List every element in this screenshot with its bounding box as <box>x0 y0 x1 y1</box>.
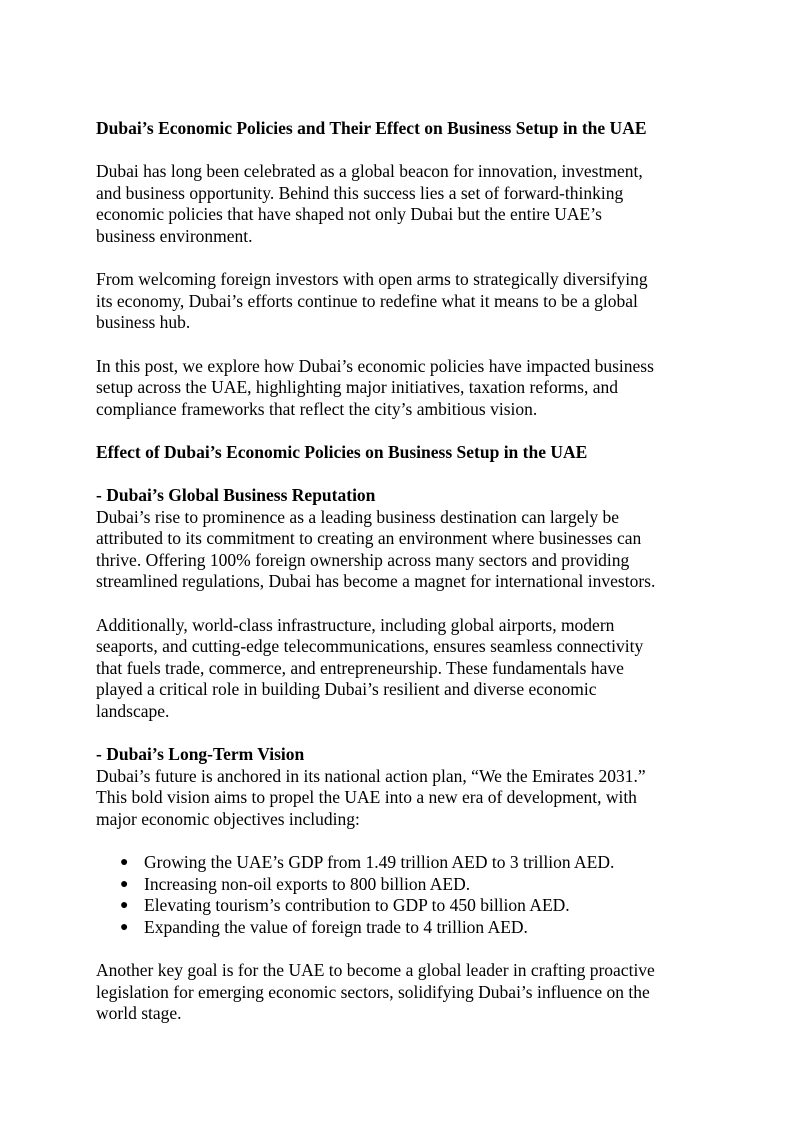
bullet-icon: ● <box>120 919 129 935</box>
text-line: business environment. <box>96 225 253 246</box>
text-line: played a critical role in building Dubai’s resilient and diverse economic <box>96 679 597 700</box>
spacer <box>96 334 716 356</box>
vision-closing-paragraph <box>96 960 716 1025</box>
bullet-icon: ● <box>120 898 129 914</box>
list-item <box>96 895 716 917</box>
subsection-heading-reputation: - Dubai’s Global Business Reputation <box>96 485 376 506</box>
text-line: world stage. <box>96 1003 182 1024</box>
text-line: streamlined regulations, Dubai has become a magnet for international investors. <box>96 571 656 592</box>
document-title: Dubai’s Economic Policies and Their Effect on Business Setup in the UAE <box>96 118 647 138</box>
text-line: attributed to its commitment to creating an environment where businesses can <box>96 528 642 549</box>
spacer <box>96 939 716 961</box>
text-line: In this post, we explore how Dubai’s economic policies have impacted business <box>96 355 654 376</box>
subsection-heading-vision: - Dubai’s Long-Term Vision <box>96 744 305 765</box>
intro-paragraph-2 <box>96 269 716 334</box>
text-line: that fuels trade, commerce, and entrepreneurship. These fundamentals have <box>96 657 624 678</box>
bullet-icon: ● <box>120 855 129 871</box>
text-line: setup across the UAE, highlighting major initiatives, taxation reforms, and <box>96 377 618 398</box>
spacer <box>96 464 716 486</box>
spacer <box>96 248 716 270</box>
list-item <box>96 917 716 939</box>
document-page <box>96 118 716 1025</box>
text-line: and business opportunity. Behind this success lies a set of forward-thinking <box>96 182 624 203</box>
text-line: thrive. Offering 100% foreign ownership across many sectors and providing <box>96 549 630 570</box>
objectives-list <box>96 852 716 938</box>
reputation-paragraph-1 <box>96 507 716 593</box>
text-line: From welcoming foreign investors with open arms to strategically diversifying <box>96 269 648 290</box>
list-item <box>96 852 716 874</box>
text-line: compliance frameworks that reflect the city’s ambitious vision. <box>96 398 538 419</box>
text-line: legislation for emerging economic sectors, solidifying Dubai’s influence on the <box>96 981 650 1002</box>
list-item-text: Elevating tourism’s contribution to GDP to 450 billion AED. <box>144 895 570 916</box>
text-line: landscape. <box>96 701 170 722</box>
text-line: Another key goal is for the UAE to become a global leader in crafting proactive <box>96 960 655 981</box>
list-item-text: Increasing non-oil exports to 800 billion AED. <box>144 873 471 894</box>
text-line: seaports, and cutting-edge telecommunications, ensures seamless connectivity <box>96 636 644 657</box>
intro-paragraph-1 <box>96 161 716 247</box>
spacer <box>96 593 716 615</box>
spacer <box>96 831 716 853</box>
text-line: Dubai’s rise to prominence as a leading business destination can largely be <box>96 506 620 527</box>
text-line: Dubai’s future is anchored in its national action plan, “We the Emirates 2031.” <box>96 765 646 786</box>
spacer <box>96 420 716 442</box>
list-item <box>96 874 716 896</box>
text-line: economic policies that have shaped not only Dubai but the entire UAE’s <box>96 204 602 225</box>
list-item-text: Expanding the value of foreign trade to 4 trillion AED. <box>144 916 528 937</box>
bullet-icon: ● <box>120 876 129 892</box>
list-item-text: Growing the UAE’s GDP from 1.49 trillion AED to 3 trillion AED. <box>144 852 615 873</box>
text-line: its economy, Dubai’s efforts continue to redefine what it means to be a global <box>96 290 638 311</box>
text-line: Dubai has long been celebrated as a global beacon for innovation, investment, <box>96 161 643 182</box>
spacer <box>96 140 716 162</box>
text-line: business hub. <box>96 312 191 333</box>
intro-paragraph-3 <box>96 356 716 421</box>
spacer <box>96 723 716 745</box>
vision-paragraph-1 <box>96 766 716 831</box>
section-heading: Effect of Dubai’s Economic Policies on Business Setup in the UAE <box>96 441 588 462</box>
text-line: major economic objectives including: <box>96 809 360 829</box>
text-line: Additionally, world-class infrastructure, including global airports, modern <box>96 614 615 635</box>
reputation-paragraph-2 <box>96 615 716 723</box>
text-line: This bold vision aims to propel the UAE into a new era of development, with <box>96 787 637 808</box>
